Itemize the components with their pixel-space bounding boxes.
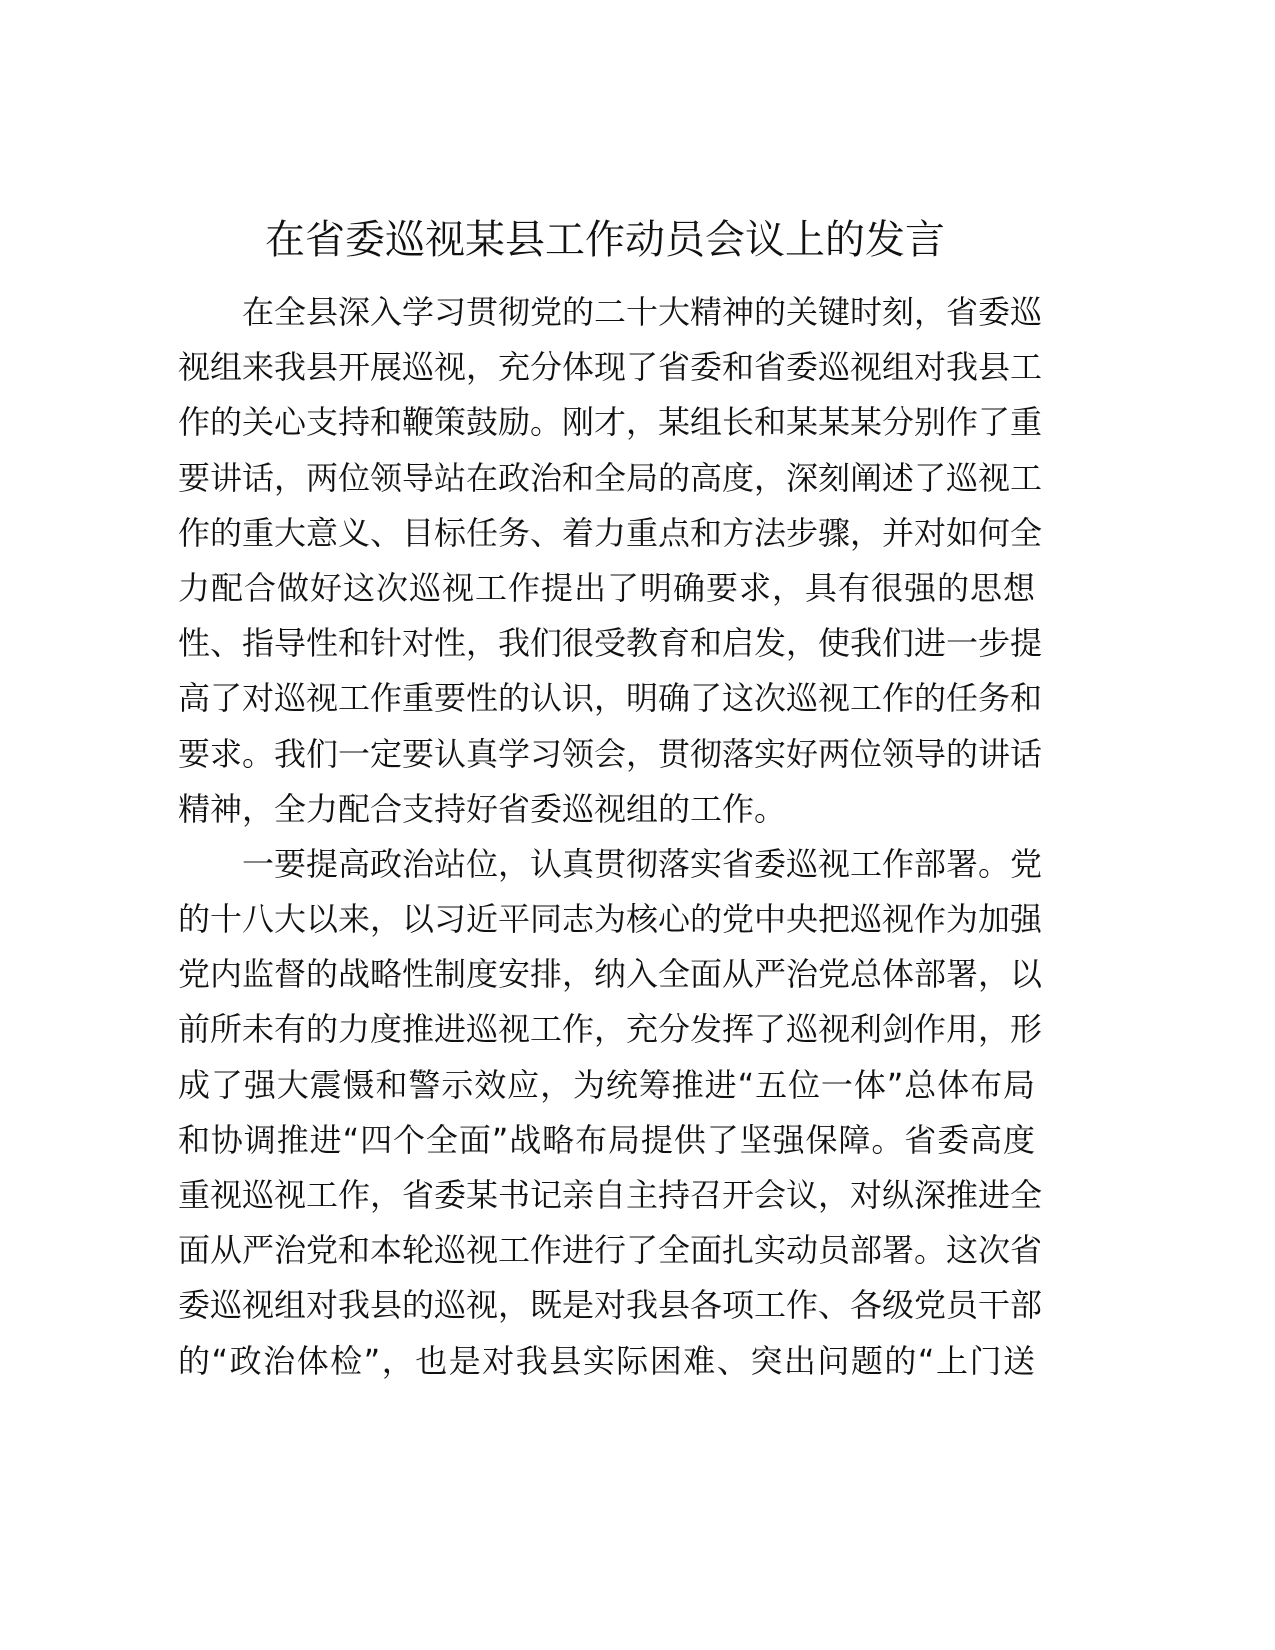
document-title: 在省委巡视某县工作动员会议上的发言 bbox=[265, 217, 945, 263]
text-line: 在全县深入学习贯彻党的二十大精神的关键时刻，省委巡 bbox=[242, 293, 1043, 331]
text-line: 委巡视组对我县的巡视，既是对我县各项工作、各级党员干部 bbox=[178, 1286, 1043, 1325]
text-line: 面从严治党和本轮巡视工作进行了全面扎实动员部署。这次省 bbox=[178, 1231, 1043, 1270]
text-line: 作的重大意义、目标任务、着力重点和方法步骤，并对如何全 bbox=[178, 513, 1043, 552]
paragraph bbox=[178, 285, 1043, 837]
text-line: 党内监督的战略性制度安排，纳入全面从严治党总体部署，以 bbox=[178, 955, 1043, 994]
text-line: 要讲话，两位领导站在政治和全局的高度，深刻阐述了巡视工 bbox=[178, 458, 1043, 497]
text-line: 成了强大震慑和警示效应，为统筹推进“五位一体”总体布局 bbox=[178, 1065, 1035, 1104]
text-line: 的十八大以来，以习近平同志为核心的党中央把巡视作为加强 bbox=[178, 900, 1043, 939]
document-body bbox=[178, 285, 1043, 1389]
text-line: 力配合做好这次巡视工作提出了明确要求，具有很强的思想 bbox=[178, 568, 1035, 607]
text-line: 的“政治体检”，也是对我县实际困难、突出问题的“上门送 bbox=[178, 1341, 1035, 1380]
text-line: 性、指导性和针对性，我们很受教育和启发，使我们进一步提 bbox=[178, 624, 1043, 663]
paragraph bbox=[178, 837, 1043, 1389]
text-line: 一要提高政治站位，认真贯彻落实省委巡视工作部署。党 bbox=[242, 844, 1043, 883]
text-line: 和协调推进“四个全面”战略布局提供了坚强保障。省委高度 bbox=[178, 1120, 1035, 1159]
text-line: 重视巡视工作，省委某书记亲自主持召开会议，对纵深推进全 bbox=[178, 1176, 1043, 1214]
text-line: 作的关心支持和鞭策鼓励。刚才，某组长和某某某分别作了重 bbox=[178, 403, 1043, 442]
text-line: 前所未有的力度推进巡视工作，充分发挥了巡视利剑作用，形 bbox=[178, 1010, 1043, 1049]
text-line: 视组来我县开展巡视，充分体现了省委和省委巡视组对我县工 bbox=[178, 348, 1043, 387]
text-line: 高了对巡视工作重要性的认识，明确了这次巡视工作的任务和 bbox=[178, 679, 1043, 718]
text-line: 精神，全力配合支持好省委巡视组的工作。 bbox=[178, 789, 787, 828]
text-line: 要求。我们一定要认真学习领会，贯彻落实好两位领导的讲话 bbox=[178, 734, 1043, 773]
